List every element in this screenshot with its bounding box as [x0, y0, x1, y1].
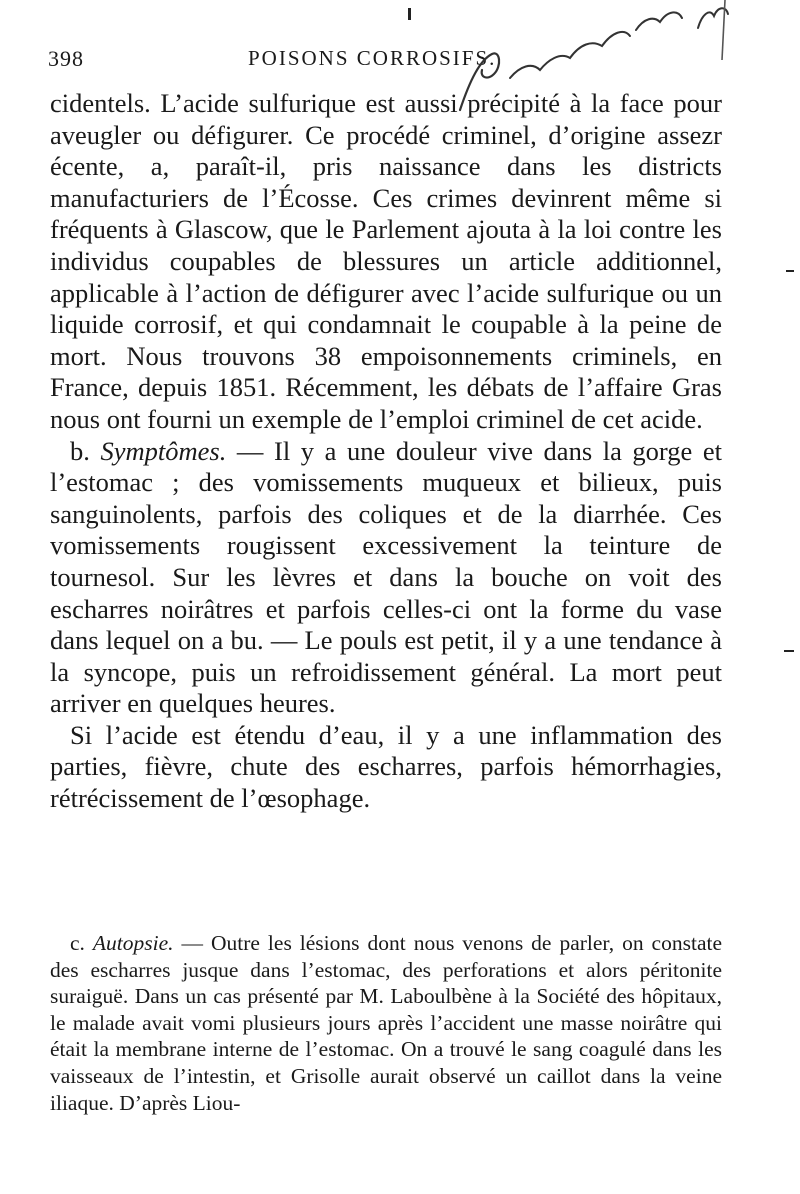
paragraph-autopsie — [50, 930, 722, 1116]
section-text: — Il y a une douleur vive dans la gorge et l’estomac ; des vomissements muqueux et bilieux, puis sanguinolents, parfois des coliques et de la diarrhée. Ces vomissements rougissent excessivement la teinture de tournesol. Sur les lèvres et dans la bouche on voit des escharres noirâtres et parfois celles-ci ont la forme du vase dans lequel on a bu. — Le pouls est petit, il y a une tendance à la syncope, puis un refroidissement général. La mort peut arriver en quelques heures. — [50, 435, 723, 719]
handwriting-stroke — [636, 12, 682, 30]
scan-speck — [784, 650, 794, 652]
paragraph-symptomes — [50, 436, 722, 720]
scan-speck — [408, 8, 411, 20]
scan-speck — [786, 270, 794, 272]
page-number: 398 — [48, 46, 84, 71]
section-heading: Autopsie. — [92, 931, 174, 955]
section-label: b. — [70, 435, 90, 466]
section-label: c. — [70, 931, 85, 955]
small-print-section — [50, 930, 722, 1116]
main-text — [50, 88, 722, 815]
handwriting-stroke — [510, 32, 630, 78]
section-heading: Symptômes. — [100, 435, 227, 466]
paragraph-continuation: cidentels. L’acide sulfurique est aussi précipité à la face pour aveugler ou défigurer. Ce procédé criminel, d’origine assezr écente, a, paraît-il, pris naissance dans les districts manufacturiers de l’Écosse. Ces crimes devinrent même si fréquents à Glascow, que le Parlement ajouta à la loi contre les individus coupables de blessures un article additionnel, applicable à l’action de défigurer avec l’acide sulfurique ou un liquide corrosif, et qui condamnait le coupable à la peine de mort. Nous trouvons 38 empoisonnements criminels, en France, depuis 1851. Récemment, les débats de l’affaire Gras nous ont fourni un exemple de l’emploi criminel de cet acide. — [50, 88, 722, 434]
paragraph-acide-etendu: Si l’acide est étendu d’eau, il y a une inflammation des parties, fièvre, chute des escharres, parfois hémorrhagies, rétrécissement de l’œsophage. — [50, 719, 722, 814]
running-title: POISONS CORROSIFS. — [248, 46, 497, 70]
section-text: — Outre les lésions dont nous venons de parler, on constate des escharres jusque dans l’estomac, des perforations et alors péritonite suraiguë. Dans un cas présenté par M. Laboulbène à la Société des hôpitaux, le malade avait vomi plusieurs jours après l’accident une masse noirâtre qui était la membrane interne de l’estomac. On a trouvé le sang coagulé dans les vaisseaux de l’intestin, et Grisolle aurait observé un caillot dans la veine iliaque. D’après Liou- — [50, 931, 723, 1115]
